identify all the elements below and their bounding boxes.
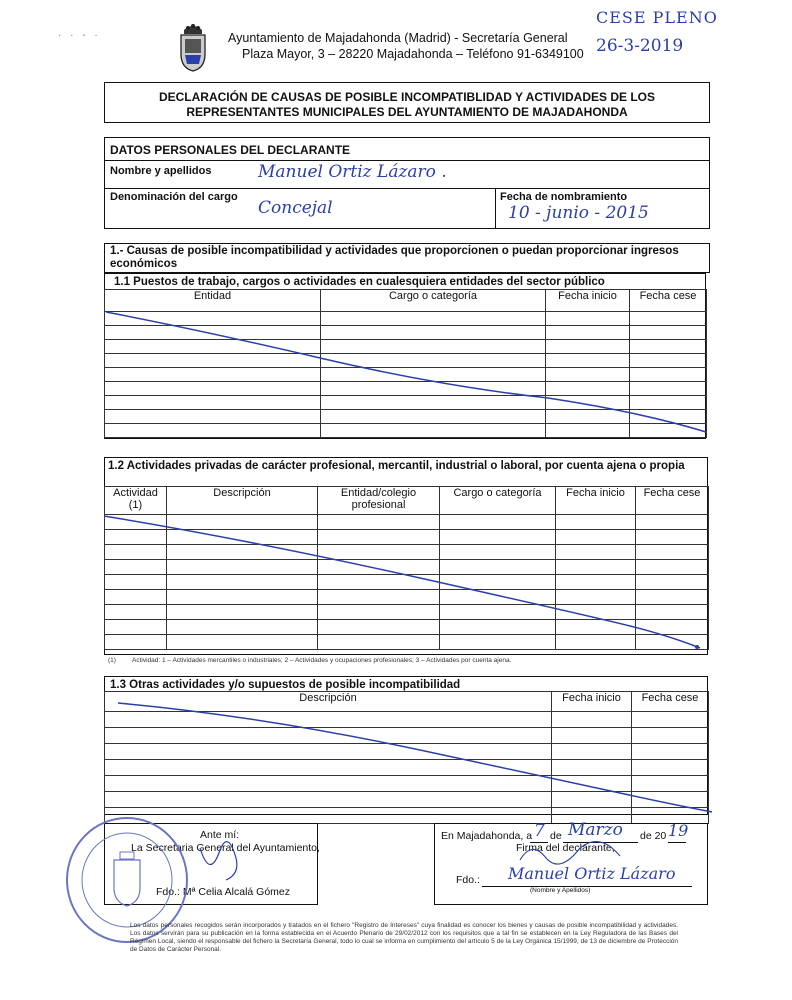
table-row [105, 382, 707, 396]
declarant-de1: de [550, 830, 562, 842]
table-row [105, 368, 707, 382]
handwritten-note-date: 26-3-2019 [596, 36, 684, 56]
table-header-row [105, 487, 709, 515]
table-row [105, 792, 709, 808]
secretary-name: Fdo.: Mª Celia Alcalá Gómez [156, 886, 291, 898]
declarant-firma-label: Firma del declarante, [516, 842, 615, 854]
name-value[interactable]: Manuel Ortiz Lázaro . [258, 162, 447, 182]
doc-title-line2: REPRESENTANTES MUNICIPALES DEL AYUNTAMIENTO DE MAJADAHONDA [186, 105, 628, 119]
declarant-signature[interactable]: Manuel Ortiz Lázaro [508, 864, 676, 883]
declarant-place: En Majadahonda, a [441, 830, 533, 842]
table-row [105, 424, 707, 438]
table-row [105, 620, 709, 635]
declarant-year[interactable]: 19 [668, 821, 689, 840]
section11-heading: 1.1 Puestos de trabajo, cargos o actividades en cualesquiera entidades del sector público [114, 276, 605, 288]
col-fecha-cese: Fecha cese [636, 487, 709, 515]
handwritten-note-cese: CESE PLENO [596, 8, 718, 27]
table-row [105, 410, 707, 424]
declarant-caption: (Nombre y Apellidos) [530, 887, 591, 894]
header-org: Ayuntamiento de Majadahonda (Madrid) - Secretaría General [228, 31, 568, 45]
declarant-fdo: Fdo.: [456, 874, 480, 886]
table-row [105, 760, 709, 776]
col-fecha-cese: Fecha cese [630, 290, 707, 312]
section13-heading: 1.3 Otras actividades y/o supuestos de posible incompatibilidad [110, 679, 461, 691]
cargo-label: Denominación del cargo [110, 191, 238, 203]
col-descripcion: Descripción [105, 692, 552, 712]
crest-icon [176, 22, 210, 72]
corner-marks: · · - · [58, 30, 101, 41]
col-fecha-inicio: Fecha inicio [552, 692, 632, 712]
table-row [105, 340, 707, 354]
declarant-month[interactable]: Marzo [568, 820, 623, 840]
table-header-row [105, 290, 707, 312]
table-row [105, 515, 709, 530]
col-actividad [105, 487, 167, 515]
section12-heading: 1.2 Actividades privadas de carácter profesional, mercantil, industrial o laboral, por cuenta ajena o propia [108, 460, 685, 472]
table-row [105, 635, 709, 650]
table-row [105, 312, 707, 326]
table-header-row [105, 692, 709, 712]
table-row [105, 560, 709, 575]
declarant-de2: de 20 [640, 830, 667, 842]
cargo-value[interactable]: Concejal [258, 198, 333, 218]
table-row [105, 590, 709, 605]
table-row [105, 744, 709, 760]
fecha-nombramiento-value[interactable]: 10 - junio - 2015 [508, 203, 649, 223]
secretary-role: La Secretaria General del Ayuntamiento, [131, 842, 320, 854]
divider [104, 160, 710, 161]
table-row [105, 326, 707, 340]
table-section12 [104, 486, 709, 650]
table-row [105, 354, 707, 368]
legal-notice: Los datos personales recogidos serán incorporados y tratados en el fichero "Registro de Intereses" cuya finalidad es conocer los bienes y causas de posible incompatibilidad y actividades. Los datos servirán para su publicación en la forma establecida en el Acuerdo Plenario de 29/02/2012 con los requisitos que a tal fin se establecen en la Ley Reguladora de las Bases del Régimen Local, siendo el responsable del fichero la Secretaría General, todo lo cual se informa en cumplimiento del artículo 5 de la Ley Orgánica 15/1999, de 13 de diciembre de Protección de Datos de Carácter Personal. [130, 922, 678, 953]
table-row [105, 776, 709, 792]
col-fecha-inicio: Fecha inicio [546, 290, 630, 312]
table-row [105, 605, 709, 620]
name-label: Nombre y apellidos [110, 165, 212, 177]
col-descripcion: Descripción [167, 487, 318, 515]
footnote-number: (1) [108, 657, 116, 664]
col-entidad-line2: profesional [351, 499, 406, 511]
table-row [105, 728, 709, 744]
section1-heading: 1.- Causas de posible incompatibilidad y actividades que proporcionen o puedan proporcionar ingresos económicos [110, 245, 679, 270]
table-section13 [104, 691, 709, 824]
table-row [105, 396, 707, 410]
table-row [105, 712, 709, 728]
col-entidad-line1: Entidad/colegio [340, 487, 417, 499]
secretary-ante: Ante mí: [200, 829, 240, 841]
footnote-actividad: Actividad: 1 – Actividades mercantiles o industriales; 2 – Actividades y ocupaciones profesionales; 3 – Actividades por cuenta ajena. [132, 657, 512, 664]
col-cargo: Cargo o categoría [321, 290, 546, 312]
underline [668, 842, 686, 843]
col-cargo: Cargo o categoría [440, 487, 556, 515]
table-row [105, 530, 709, 545]
header-address: Plaza Mayor, 3 – 28220 Majadahonda – Teléfono 91-6349100 [242, 47, 584, 61]
divider [104, 188, 710, 189]
declarant-day[interactable]: 7 [534, 821, 545, 841]
table-section11 [104, 289, 707, 438]
doc-title-line1: DECLARACIÓN DE CAUSAS DE POSIBLE INCOMPATIBLIDAD Y ACTIVIDADES DE LOS [158, 90, 656, 104]
col-entidad: Entidad [105, 290, 321, 312]
col-fecha-cese: Fecha cese [632, 692, 709, 712]
col-fecha-inicio: Fecha inicio [556, 487, 636, 515]
table-row [105, 545, 709, 560]
fecha-nombramiento-label: Fecha de nombramiento [500, 191, 628, 203]
col-actividad-note: (1) [128, 499, 143, 511]
col-entidad-colegio [318, 487, 440, 515]
divider-vertical [495, 188, 496, 229]
table-row [105, 575, 709, 590]
personal-heading: DATOS PERSONALES DEL DECLARANTE [110, 143, 351, 157]
col-actividad-label: Actividad [113, 487, 158, 499]
